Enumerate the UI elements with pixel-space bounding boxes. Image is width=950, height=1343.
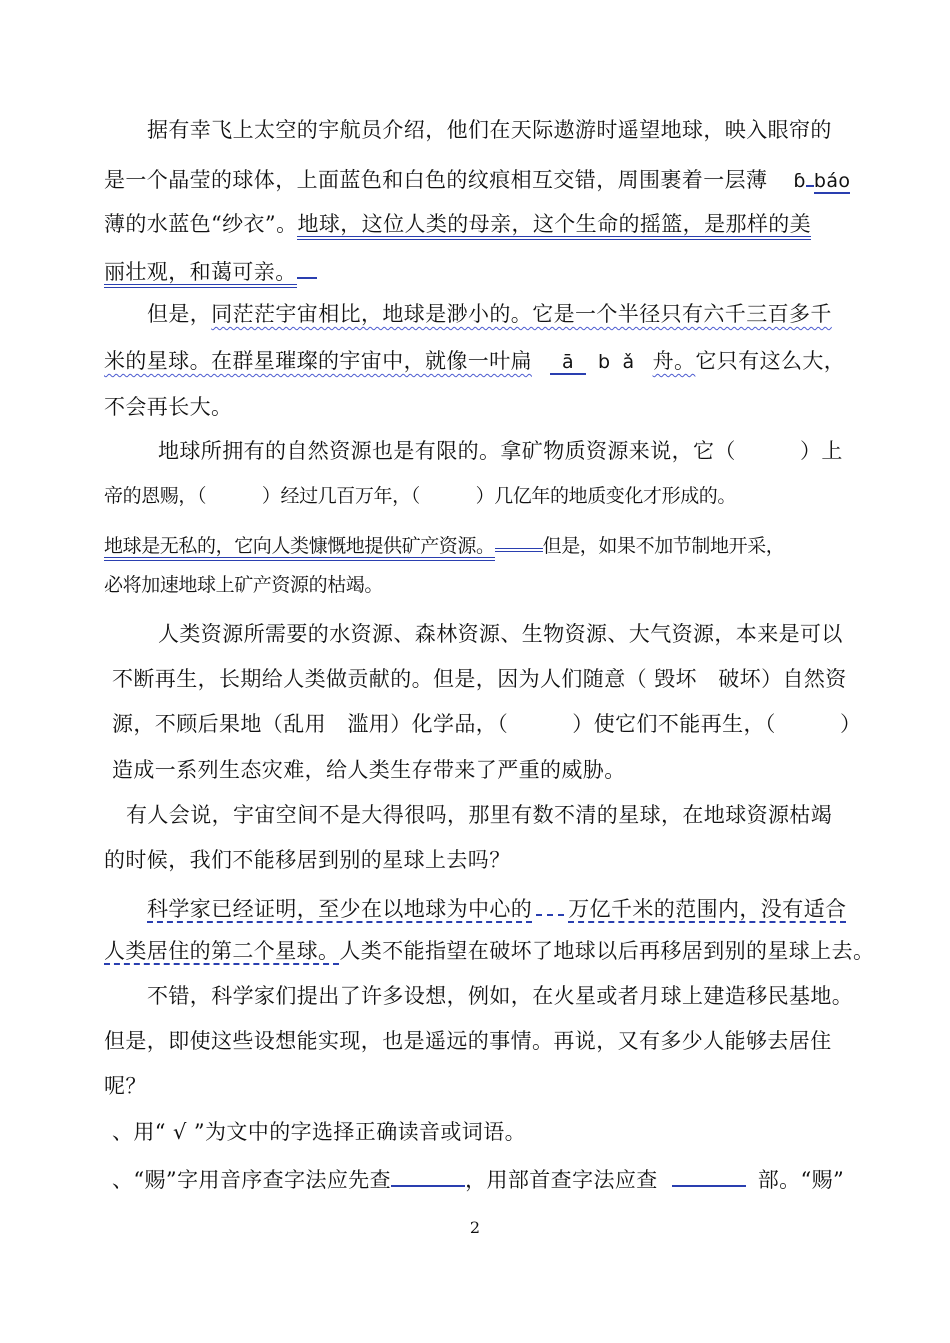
pinyin-a3: ǎ (622, 351, 635, 373)
p3-underlined-sentence: 地球是无私的，它向人类慷慨地提供矿产资源。 (104, 535, 495, 561)
pinyin-a1: ā (550, 351, 586, 375)
p2-line-1 (147, 300, 832, 328)
p2-line-2c: 它只有这么大， (695, 349, 846, 373)
p5-line-2: 的时候，我们不能移居到别的星球上去吗？ (104, 848, 511, 872)
p6-dashed-1b: 万亿千米的范围内，没有适合 (568, 897, 847, 921)
p1-underlined-end: 丽壮观，和蔼可亲。 (104, 260, 297, 288)
pinyin-bao: báo (813, 170, 851, 192)
question-2c: 部。“赐” (757, 1168, 845, 1192)
p4-line-2: 不断再生，长期给人类做贡献的。但是，因为人们随意（ 毁坏 破坏）自然资 (112, 667, 847, 691)
p2-line-1a: 但是， (147, 302, 212, 326)
p6-line-1 (147, 892, 846, 923)
p6-line-2 (104, 937, 874, 965)
answer-blank-2[interactable] (672, 1163, 746, 1187)
pinyin-blank (806, 163, 814, 187)
p3-line-3 (104, 526, 784, 560)
p4-line-4: 造成一系列生态灾难，给人类生存带来了严重的威胁。 (112, 758, 626, 782)
p5-line-1: 有人会说，宇宙空间不是大得很吗，那里有数不清的星球，在地球资源枯竭 (126, 803, 833, 827)
p6-dashed-2a: 人类居住的第二个星球。 (104, 939, 340, 963)
p7-line-1: 不错，科学家们提出了许多设想，例如，在火星或者月球上建造移民基地。 (147, 984, 854, 1008)
p1-underlined-sentence: 地球，这位人类的母亲，这个生命的摇篮，是那样的美 (297, 212, 811, 240)
page-number: 2 (469, 1218, 481, 1237)
p2-line-2 (104, 347, 845, 376)
pinyin-a: ɓ (793, 170, 806, 192)
p4-line-1: 人类资源所需要的水资源、森林资源、生物资源、大气资源，本来是可以 (158, 622, 843, 646)
p1-line-2-text: 是一个晶莹的球体，上面蓝色和白色的纹痕相互交错，周围裹着一层薄 (104, 168, 768, 192)
question-2b: ，用部首查字法应查 (465, 1168, 658, 1192)
question-2a: 、“赐”字用音序查字法应先查 (112, 1168, 392, 1192)
p2-wavy-line-2: 米的星球。在群星璀璨的宇宙中，就像一叶扁 (104, 349, 532, 373)
p6-line-2b: 人类不能指望在破坏了地球以后再移居到别的星球上去。 (339, 939, 875, 963)
p3-line-4: 必将加速地球上矿产资源的枯竭。 (104, 574, 384, 596)
p7-line-3: 呢？ (104, 1074, 147, 1098)
p1-line-1: 据有幸飞上太空的宇航员介绍，他们在天际遨游时遥望地球，映入眼帘的 (147, 118, 832, 142)
p1-line-3a: 薄的水蓝色“纱衣”。 (104, 212, 298, 236)
p6-dashed-1a: 科学家已经证明，至少在以地球为中心的 (147, 897, 533, 921)
p2-boat: 舟。 (652, 349, 696, 373)
question-1: 、用“ √ ”为文中的字选择正确读音或词语。 (112, 1120, 527, 1144)
question-2 (112, 1163, 844, 1194)
p1-line-3 (104, 210, 811, 238)
answer-blank-1[interactable] (391, 1163, 465, 1187)
p3-underline-tail (495, 526, 543, 552)
p6-blank (536, 892, 564, 916)
p1-line-4 (104, 255, 317, 286)
p3-line-2: 帝的恩赐，（ ）经过几百万年，（ ）几亿年的地质变化才形成的。 (104, 485, 737, 507)
p4-line-3: 源，不顾后果地（乱用 滥用）化学品，（ ）使它们不能再生，（ ） (112, 712, 862, 736)
p2-line-3: 不会再长大。 (104, 395, 233, 419)
p7-line-2: 但是，即使这些设想能实现，也是遥远的事情。再说，又有多少人能够去居住 (104, 1029, 832, 1053)
p1-line-2 (104, 163, 850, 195)
pinyin-b: b (598, 351, 611, 373)
p1-underline-tail (297, 255, 317, 279)
p2-wavy-sentence: 同茫茫宇宙相比，地球是渺小的。它是一个半径只有六千三百多千 (211, 302, 832, 326)
p3-line-1: 地球所拥有的自然资源也是有限的。拿矿物质资源来说，它（ ）上 (158, 439, 843, 463)
p3-line-3b: 但是，如果不加节制地开采， (542, 535, 785, 557)
